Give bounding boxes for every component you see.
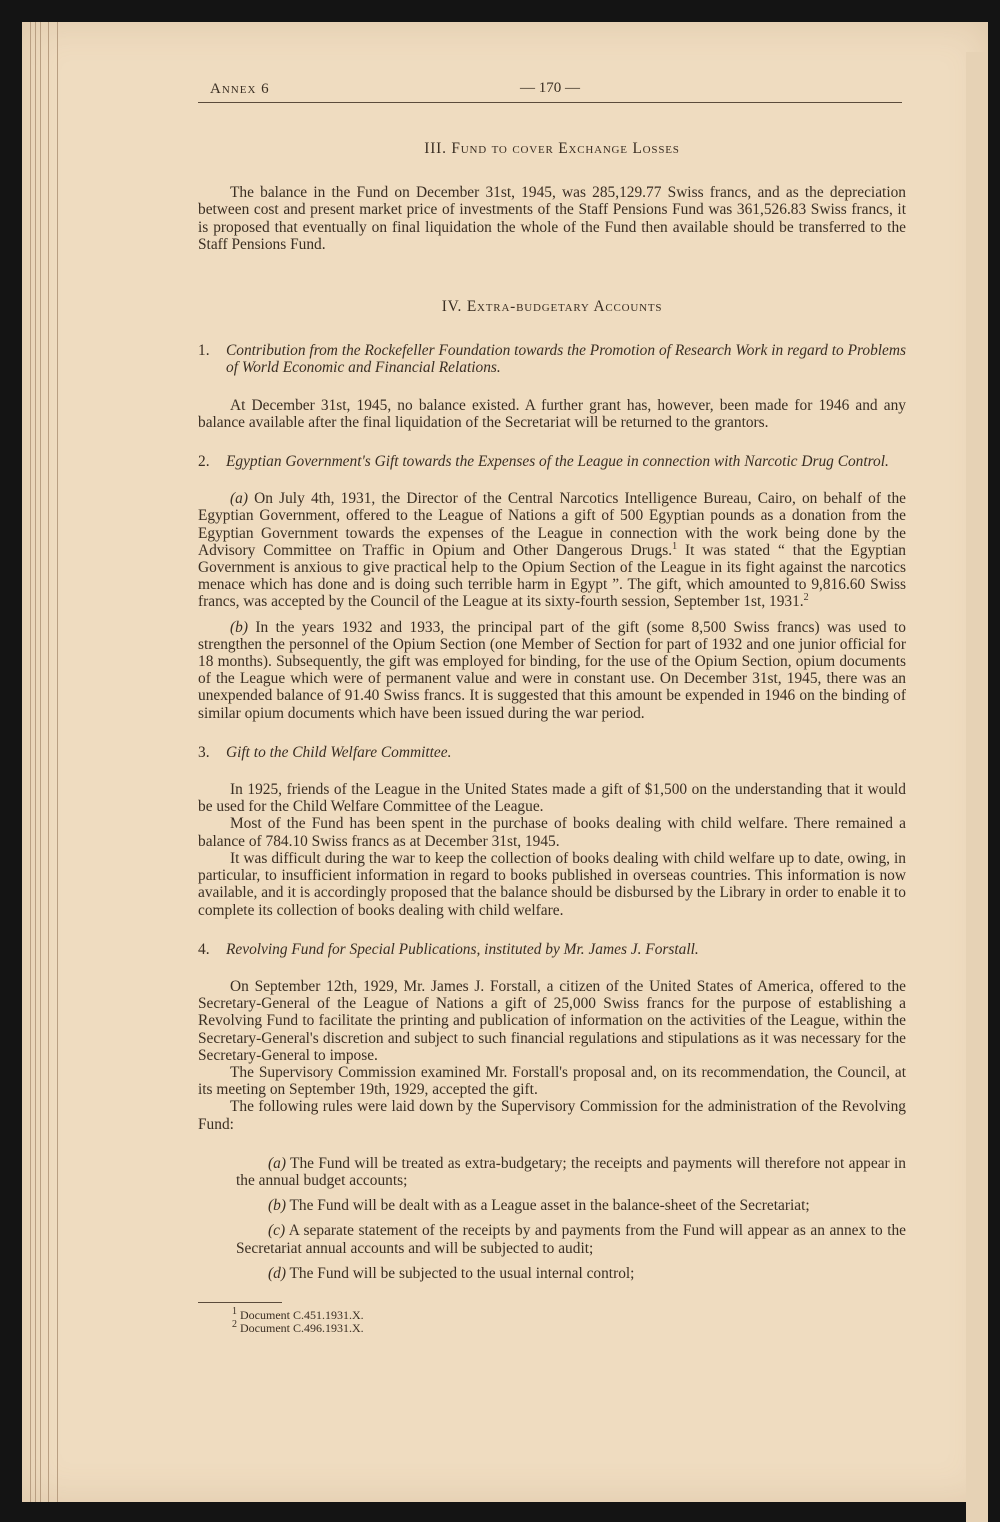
page-number: — 170 — [520,80,580,96]
page-edge-line [57,22,58,1502]
section-heading: III. Fund to cover Exchange Losses [424,140,680,157]
paragraph [198,490,906,610]
footnote-ref: 2 [803,592,809,604]
item-heading [198,941,906,958]
footnote-text: Document C.496.1931.X. [240,1321,364,1336]
clause-label: (c) [268,1222,286,1240]
clause-label: (a) [230,490,248,508]
paragraph: The balance in the Fund on December 31st, 1945, was 285,129.77 Swiss francs, and as the depreciation between cost and present market price of investments of the Staff Pensions Fund was 361,526.83 Swiss francs, it is proposed that eventually on final liquidation the whole of the Fund then available should be transferred to the Staff Pensions Fund. [198,184,906,253]
paragraph-text: On July 4th, 1931, the Director of the Central Narcotics Intelligence Bureau, Cairo, on behalf of the Egyptian Government, offered to the League of Nations a gift of 500 Egyptian pounds as a donation from the Egyptian Government towards the expenses of the League in connection with the work being done by the Advisory Committee on Traffic in Opium and Other Dangerous Drugs. [198,490,906,559]
paragraph-text: In the years 1932 and 1933, the principal part of the gift (some 8,500 Swiss francs) was used to strengthen the personnel of the Opium Section (one Member of Section for part of 1932 and one junior official for 18 months). Subsequently, the gift was employed for binding, for the use of the Opium Section, opium documents of the League which were of permanent value and were in constant use. On December 31st, 1945, there was an unexpended balance of 91.40 Swiss francs. It is suggested that this amount be expended in 1946 on the binding of similar opium documents which have been issued during the war period. [198,618,906,722]
paragraph [198,619,906,722]
paragraph: The Supervisory Commission examined Mr. Forstall's proposal and, on its recommendation, the Council, at its meeting on September 19th, 1929, accepted the gift. [198,1063,906,1099]
item-title: Gift to the Child Welfare Committee. [226,743,452,761]
item-title: Egyptian Government's Gift towards the Expenses of the League in connection with Narcotic Drug Control. [226,453,889,471]
page-edge-line [40,22,41,1502]
clause-label: (a) [268,1154,286,1172]
item-title: Contribution from the Rockefeller Foundation towards the Promotion of Research Work in regard to Problems of World Economic and Financial Relations. [226,342,906,377]
page-body [198,140,906,1336]
item-heading [198,453,906,470]
page-edge-line [35,22,36,1502]
item-number: 3. [198,743,210,761]
rule-text: The Fund will be treated as extra-budgetary; the receipts and payments will therefore not appear in the annual budget accounts; [236,1154,906,1189]
footnote-ref: 1 [672,540,678,552]
footnote-divider [198,1302,282,1303]
paragraph: The following rules were laid down by the Supervisory Commission for the administration of the Revolving Fund: [198,1098,906,1133]
item-heading [198,744,906,761]
page-edge-line [30,22,31,1502]
paragraph: It was difficult during the war to keep the collection of books dealing with child welfare up to date, owing, in particular, to insufficient information in regard to books published in overseas countries. This information is now available, and it is accordingly proposed that the balance should be disbursed by the Library in order to enable it to complete its collection of books dealing with child welfare. [198,849,906,919]
clause-label: (d) [268,1264,286,1282]
rule-text: A separate statement of the receipts by and payments from the Fund will appear as an annex to the Secretariat annual accounts and will be subjected to audit; [236,1222,907,1257]
item-title: Revolving Fund for Special Publications, instituted by Mr. James J. Forstall. [226,940,699,958]
running-head: Annex 6 [210,81,270,97]
facing-page-edge [966,52,988,1522]
rule-item [236,1265,906,1282]
rule-item [236,1222,906,1256]
footnote-text: Document C.451.1931.X. [240,1307,364,1322]
clause-label: (b) [230,618,248,636]
paragraph: On September 12th, 1929, Mr. James J. Forstall, a citizen of the United States of America, offered to the Secretary-General of the League of Nations a gift of 25,000 Swiss francs for the purpose of establishing a Revolving Fund to facilitate the printing and publication of information on the activities of the League, within the Secretary-General's discretion and subject to such financial regulations and stipulations as it was necessary for the Secretary-General to impose. [198,977,906,1064]
paragraph: At December 31st, 1945, no balance existed. A further grant has, however, been made for 1946 and any balance available after the final liquidation of the Secretariat will be returned to the grantors. [198,396,906,431]
page-edge-line [48,22,49,1502]
rule-text: The Fund will be dealt with as a League asset in the balance-sheet of the Secretariat; [289,1197,810,1215]
rule-item [236,1155,906,1189]
item-number: 4. [198,940,210,958]
rule-item [236,1197,906,1214]
paragraph: In 1925, friends of the League in the United States made a gift of $1,500 on the understanding that it would be used for the Child Welfare Committee of the League. [198,781,906,816]
item-number: 1. [198,342,210,360]
footnote [198,1319,906,1336]
clause-label: (b) [268,1197,286,1215]
page-header [198,76,902,103]
rules-list [198,1155,906,1282]
footnote-mark: 2 [232,1319,237,1331]
item-number: 2. [198,453,210,471]
paragraph-text: It was stated “ that the Egyptian Government is anxious to give practical help to the Opium Section of the League in its fight against the narcotics menace which has done and is doing such terrible harm in Egypt ”. The gift, which amounted to 9,816.60 Swiss francs, was accepted by the Council of the League at its sixty-fourth session, September 1st, 1931. [198,541,906,611]
footnote-mark: 1 [232,1305,237,1317]
rule-text: The Fund will be subjected to the usual internal control; [289,1264,635,1282]
item-heading [198,342,906,376]
section-heading: IV. Extra-budgetary Accounts [441,298,663,316]
paragraph: Most of the Fund has been spent in the purchase of books dealing with child welfare. There remained a balance of 784.10 Swiss francs as at December 31st, 1945. [198,815,906,850]
